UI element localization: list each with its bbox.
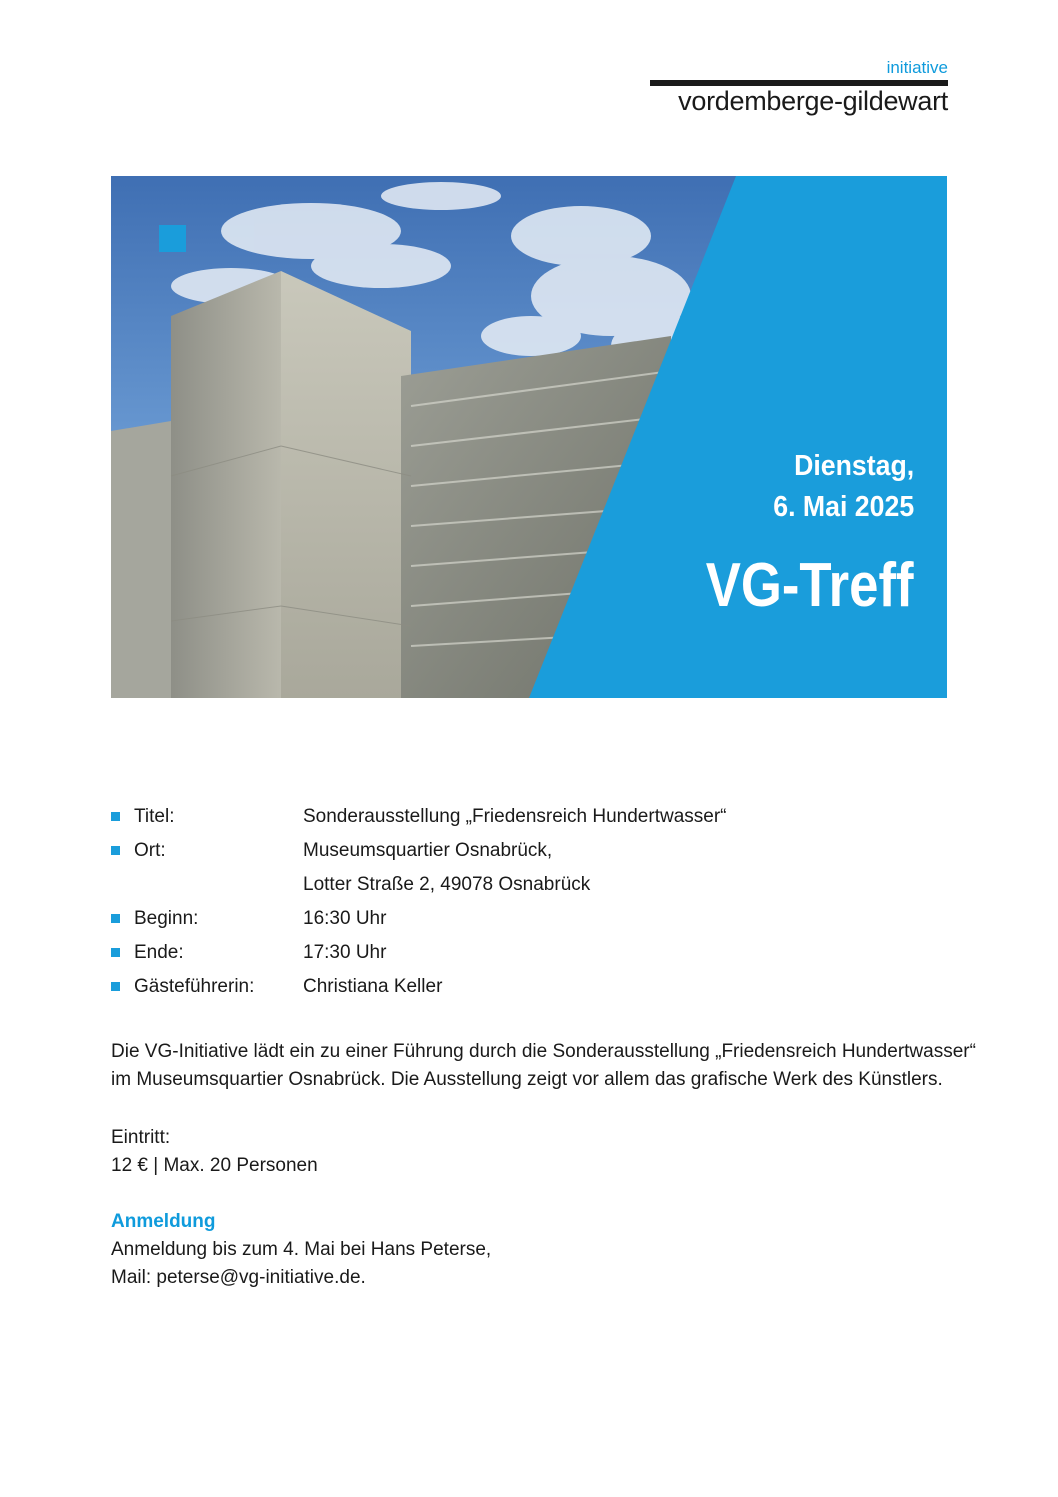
registration-text: Anmeldung bis zum 4. Mai bei Hans Peterse, — [111, 1239, 492, 1260]
detail-value: Museumsquartier Osnabrück, — [303, 840, 553, 861]
detail-label: Gästeführerin: — [134, 976, 255, 997]
bullet-square — [111, 948, 120, 957]
bullet-square — [111, 846, 120, 855]
detail-row-guide — [111, 970, 951, 1004]
concrete-column — [171, 271, 281, 698]
detail-label: Titel: — [134, 806, 175, 827]
building-left — [111, 421, 171, 698]
description-line: im Museumsquartier Osnabrück. Die Ausstellung zeigt vor allem das grafische Werk des Künstlers. — [111, 1069, 943, 1090]
detail-label: Ende: — [134, 942, 184, 963]
detail-row-start — [111, 902, 951, 936]
logo-initiative: initiative — [886, 58, 948, 77]
description — [111, 1038, 976, 1094]
hero-banner — [111, 176, 947, 698]
event-title: VG-Treff — [706, 551, 914, 620]
accent-square — [159, 225, 186, 252]
detail-value: 16:30 Uhr — [303, 908, 387, 929]
event-day: 6. Mai 2025 — [773, 491, 914, 523]
concrete-wall — [281, 271, 411, 698]
detail-row-address — [111, 868, 951, 902]
registration-heading: Anmeldung — [111, 1211, 216, 1232]
admission-text: 12 € | Max. 20 Personen — [111, 1155, 318, 1176]
registration — [111, 1208, 951, 1292]
admission-heading: Eintritt: — [111, 1127, 171, 1148]
event-date — [773, 446, 914, 528]
admission — [111, 1124, 951, 1180]
detail-value: Sonderausstellung „Friedensreich Hundertwasser“ — [303, 806, 727, 827]
description-line: Die VG-Initiative lädt ein zu einer Führung durch die Sonderausstellung „Friedensreich Hundertwasser“ — [111, 1041, 976, 1062]
logo-wordmark: vordemberge-gildewart — [678, 86, 948, 116]
bullet-square — [111, 812, 120, 821]
event-weekday: Dienstag, — [793, 450, 914, 482]
detail-value: Lotter Straße 2, 49078 Osnabrück — [303, 874, 591, 895]
registration-email[interactable]: Mail: peterse@vg-initiative.de. — [111, 1267, 366, 1288]
bullet-square — [111, 914, 120, 923]
detail-row-location — [111, 834, 951, 868]
detail-label: Beginn: — [134, 908, 199, 929]
detail-value: Christiana Keller — [303, 976, 443, 997]
detail-row-title — [111, 800, 951, 834]
detail-label: Ort: — [134, 840, 166, 861]
logo — [648, 58, 948, 116]
event-details — [111, 800, 951, 1004]
detail-row-end — [111, 936, 951, 970]
bullet-square — [111, 982, 120, 991]
detail-value: 17:30 Uhr — [303, 942, 387, 963]
